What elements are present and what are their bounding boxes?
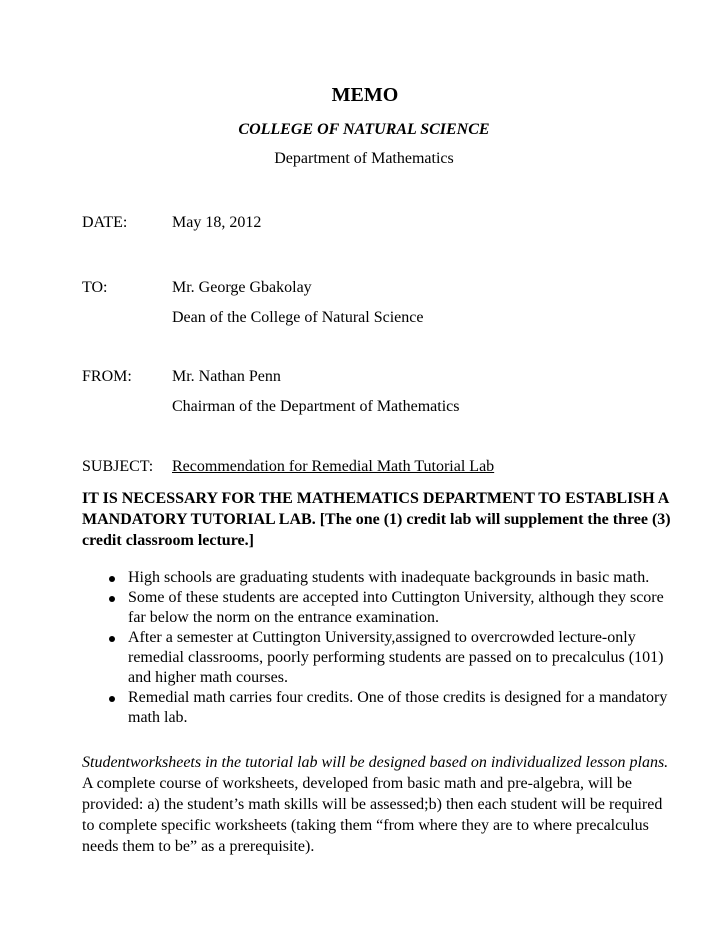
- from-title: Chairman of the Department of Mathematics: [172, 398, 460, 415]
- memo-title-text: MEMO: [331, 84, 399, 106]
- college-name: COLLEGE OF NATURAL SCIENCE: [238, 121, 490, 138]
- list-item: [82, 568, 672, 588]
- department-name: Department of Mathematics: [274, 150, 454, 167]
- list-item-text: Remedial math carries four credits. One of those credits is designed for a mandatory math lab.: [128, 689, 668, 726]
- list-item-text: High schools are graduating students with inadequate backgrounds in basic math.: [128, 569, 650, 586]
- statement-paragraph: IT IS NECESSARY FOR THE MATHEMATICS DEPARTMENT TO ESTABLISH A MANDATORY TUTORIAL LAB. [The one (1) credit lab will supplement the three (3) credit classroom lecture.]: [82, 490, 671, 549]
- date-value: May 18, 2012: [172, 214, 262, 231]
- to-label: TO:: [82, 279, 108, 296]
- subject-value: Recommendation for Remedial Math Tutorial Lab: [172, 458, 495, 475]
- bullet-icon: [109, 576, 115, 582]
- to-title: Dean of the College of Natural Science: [172, 309, 424, 326]
- memo-title: [0, 84, 728, 107]
- from-label: FROM:: [82, 368, 132, 385]
- to-name: Mr. George Gbakolay: [172, 279, 312, 296]
- list-item: [82, 628, 672, 688]
- bullet-icon: [109, 696, 115, 702]
- subject-label: SUBJECT:: [82, 458, 154, 475]
- closing-italic-text: Studentworksheets in the tutorial lab will be designed based on individualized lesson plans.: [82, 754, 669, 771]
- reasons-list: [82, 568, 672, 728]
- bullet-icon: [109, 636, 115, 642]
- from-name: Mr. Nathan Penn: [172, 368, 281, 385]
- closing-text: A complete course of worksheets, developed from basic math and pre-algebra, will be provided: a) the student’s math skills will be assessed;b) then each student will be required to complete specific worksheets (taking them “from where they are to where precalculus needs them to be” as a prerequisite).: [82, 775, 663, 855]
- bullet-icon: [109, 596, 115, 602]
- closing-paragraph: [82, 752, 672, 857]
- date-label: DATE:: [82, 214, 128, 231]
- list-item-text: Some of these students are accepted into Cuttington University, although they score far below the norm on the entrance examination.: [128, 589, 664, 626]
- list-item-text: After a semester at Cuttington University,assigned to overcrowded lecture-only remedial classrooms, poorly performing students are passed on to precalculus (101) and higher math courses.: [128, 629, 664, 686]
- list-item: [82, 588, 672, 628]
- list-item: [82, 688, 672, 728]
